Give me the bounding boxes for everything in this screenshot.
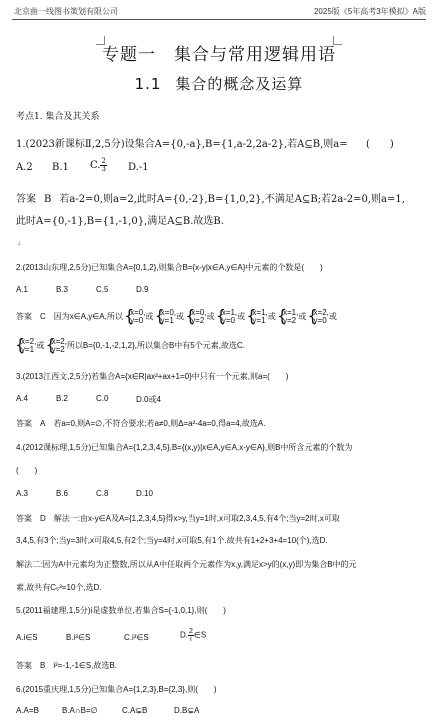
- q5-option-d-fraction: $\frac{2}{i}$: [189, 628, 193, 643]
- q3-option-a: A.4: [16, 394, 29, 403]
- q3-stem: 3.(2013江西文,2,5分)若集合A={x∈R|ax²+ax+1=0}中只有一个元素,则a=( ): [16, 372, 289, 381]
- knowledge-point-heading: 考点1. 集合及其关系: [16, 112, 100, 122]
- q4-stem: 4.(2012课标理,1,5分)已知集合A={1,2,3,4,5},B={(x,y)|x∈A,y∈A,x-y∈A},则B中所含元素的个数为: [16, 443, 353, 452]
- q4-option-d: D.10: [136, 489, 153, 498]
- q1-option-a: A.2: [16, 162, 33, 173]
- q1-explanation-2: 此时A={0,-1},B={1,-1,0},满足A⊆B.故选B.: [16, 216, 224, 227]
- q4-blank: ( ): [16, 466, 38, 475]
- q1-option-d: D.-1: [128, 162, 149, 173]
- q2-option-b: B.3: [56, 285, 69, 294]
- q2-system-9: { x=2, y=2: [47, 338, 67, 354]
- section-title: [0, 73, 438, 94]
- q3-option-b: B.2: [56, 394, 69, 403]
- q1-answer: 答案 B 若a-2=0,则a=2,此时A={0,-2},B={1,0,2},不满足A⊆B;若2a-2=0,则a=1,: [16, 194, 405, 205]
- q2-system-7: { x=2, y=0: [309, 309, 329, 325]
- q3-option-d: D.0或4: [136, 395, 161, 404]
- q2-system-1: { x=0, y=0: [125, 309, 145, 325]
- q4-answer-line1: 答案 D 解法一:由x-y∈A及A={1,2,3,4,5}得x>y,当y=1时,x可取2,3,4,5,有4个;当y=2时,x可取: [16, 514, 340, 523]
- q4-explanation-4: 素,故共有C₅²=10个,选D.: [16, 583, 102, 592]
- q4-option-c: C.8: [96, 489, 109, 498]
- q6-option-c: C.A⊊B: [122, 706, 148, 715]
- page-header: [14, 6, 426, 18]
- q1-option-c: C. $\frac{2}{3}$: [90, 157, 106, 173]
- q2-option-d: D.9: [136, 285, 149, 294]
- q5-answer: 答案 B i²=-1,-1∈S,故选B.: [16, 661, 117, 670]
- q3-answer: 答案 A 若a=0,则A=∅,不符合要求;若a≠0,则Δ=a²-4a=0,得a=4,故选A.: [16, 419, 266, 428]
- q5-option-c: C.i³∈S: [124, 633, 149, 642]
- q4-option-a: A.3: [16, 489, 29, 498]
- q2-system-4: { x=1, y=0: [217, 309, 237, 325]
- q6-stem: 6.(2015重庆理,1,5分)已知集合A={1,2,3},B={2,3},则( ): [16, 685, 217, 694]
- header-book-title: 2025版《5年高考3年模拟》A版: [313, 7, 426, 16]
- chapter-title: 专题一 集合与常用逻辑用语: [102, 45, 336, 65]
- q2-option-c: C.5: [96, 285, 109, 294]
- q1-option-c-fraction: $\frac{2}{3}$: [101, 157, 106, 173]
- para-mark: ↲: [16, 240, 22, 248]
- q1-option-b: B.1: [52, 162, 69, 173]
- q2-system-8: { x=2, y=1: [16, 338, 36, 354]
- q3-option-c: C.0: [96, 394, 109, 403]
- q2-answer-line2: { x=2, y=1 或 { x=2, y=2 所以B={0,-1,-2,1,2},所以集合B中有5个元素,故选C.: [16, 338, 245, 354]
- q2-answer-line1: 答案 C 因为x∈A,y∈A,所以 { x=0, y=0 或 { x=0, y=1 或 { x=0, y=2 或 { x=1, y=0 或 { x=1, y=1 或 { x=1, y=2 或 { x=2, y=0 或: [16, 309, 337, 325]
- q4-explanation-2: 3,4,5,有3个;当y=3时,x可取4,5,有2个;当y=4时,x可取5,有1个.故共有1+2+3+4=10(个),选D.: [16, 536, 328, 545]
- q5-option-a: A.i∈S: [16, 633, 38, 642]
- section-name: 集合的概念及运算: [175, 75, 304, 93]
- q2-stem: 2.(2013山东理,2,5分)已知集合A={0,1,2},则集合B={x-y|x∈A,y∈A}中元素的个数是( ): [16, 263, 323, 272]
- q1-stem: 1.(2023新课标Ⅱ,2,5分)设集合A={0,-a},B={1,a-2,2a-2},若A⊆B,则a=: [16, 139, 348, 150]
- q5-option-d: D. $\frac{2}{i}$ ∈S: [180, 628, 207, 643]
- header-rule: [12, 19, 426, 20]
- q5-stem: 5.(2011福建理,1,5分)i是虚数单位,若集合S={-1,0,1},则( ): [16, 606, 226, 615]
- q6-option-a: A.A=B: [16, 706, 39, 715]
- q2-system-2: { x=0, y=1: [156, 309, 176, 325]
- q5-option-b: B.i²∈S: [66, 633, 91, 642]
- q2-system-3: { x=0, y=2: [186, 309, 206, 325]
- q2-option-a: A.1: [16, 285, 29, 294]
- q6-option-b: B.A∩B=∅: [62, 706, 98, 715]
- q2-system-6: { x=1, y=2: [278, 309, 298, 325]
- q4-option-b: B.6: [56, 489, 69, 498]
- q2-system-5: { x=1, y=1: [247, 309, 267, 325]
- q4-explanation-3: 解法二:因为A中元素均为正整数,所以从A中任取两个元素作为x,y,满足x>y的(x,y)即为集合B中的元: [16, 560, 357, 569]
- q1-blank: ( ): [366, 139, 394, 150]
- header-publisher: 北京曲一线图书策划有限公司: [14, 7, 118, 16]
- section-number: 1.1: [134, 75, 162, 93]
- q6-option-d: D.B⊊A: [174, 706, 200, 715]
